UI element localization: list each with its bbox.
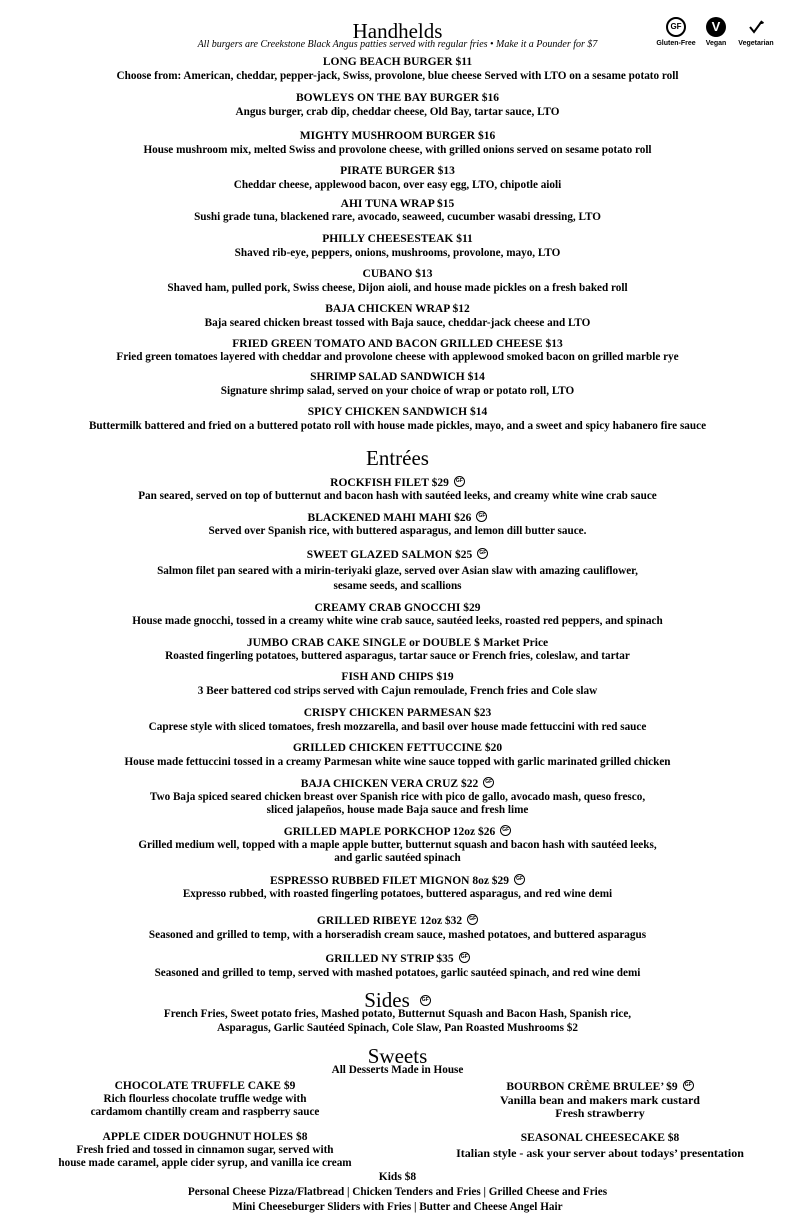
item-name: GRILLED NY STRIP $35 GF <box>0 952 795 966</box>
handhelds-subtitle: All burgers are Creekstone Black Angus patties served with regular fries • Make it a Pounder for $7 <box>197 39 598 50</box>
item-desc: Caprese style with sliced tomatoes, fresh mozzarella, and basil over house made fettuccini with red sauce <box>148 721 647 733</box>
item-name: FRIED GREEN TOMATO AND BACON GRILLED CHEESE $13 <box>232 338 563 350</box>
sweets-right-column <box>420 1080 780 1160</box>
item-desc: House made fettuccini tossed in a creamy Parmesan white wine sauce topped with garlic marinated grilled chicken <box>124 756 671 768</box>
sweets-subtitle: All Desserts Made in House <box>331 1064 464 1076</box>
item-desc: Vanilla bean and makers mark custard <box>500 1093 700 1107</box>
item-name: SWEET GLAZED SALMON $25 GF <box>0 548 795 562</box>
item-desc: Baja seared chicken breast tossed with Baja sauce, cheddar-jack cheese and LTO <box>204 317 591 329</box>
item-name: CRISPY CHICKEN PARMESAN $23 <box>303 707 492 719</box>
item-desc: Roasted fingerling potatoes, buttered asparagus, tartar sauce or French fries, coleslaw, and tartar <box>165 650 630 662</box>
section-title-sweets: Sweets <box>367 1044 428 1068</box>
kids-title: Kids $8 <box>378 1171 417 1183</box>
item-desc: Expresso rubbed, with roasted fingerling potatoes, buttered asparagus, and red wine demi <box>182 888 613 900</box>
item-name: MIGHTY MUSHROOM BURGER $16 <box>299 130 496 142</box>
vegan-icon: V <box>706 17 726 37</box>
sides-list-cont: Asparagus, Garlic Sautéed Spinach, Cole Slaw, Pan Roasted Mushrooms $2 <box>217 1022 578 1034</box>
gluten-free-icon: GF <box>420 995 431 1006</box>
gluten-free-icon: GF <box>476 511 487 522</box>
gluten-free-icon: GF <box>683 1080 694 1091</box>
item-desc: House mushroom mix, melted Swiss and provolone cheese, with grilled onions served on sesame potato roll <box>143 144 652 156</box>
item-name: ROCKFISH FILET $29 GF <box>0 476 795 490</box>
gluten-free-icon: GF <box>500 825 511 836</box>
section-title-handhelds: Handhelds <box>352 19 443 43</box>
item-name: GRILLED MAPLE PORKCHOP 12oz $26 GF <box>0 825 795 839</box>
gluten-free-icon: GF <box>666 17 686 37</box>
sweets-left-column <box>20 1080 390 1170</box>
item-desc: Choose from: American, cheddar, pepper-jack, Swiss, provolone, blue cheese Served with LTO on a sesame potato roll <box>116 70 679 82</box>
legend-vegetarian-label: Vegetarian <box>738 40 774 47</box>
item-name: PIRATE BURGER $13 <box>340 165 455 177</box>
item-desc: Buttermilk battered and fried on a buttered potato roll with house made pickles, mayo, and a sweet and spicy habanero fire sauce <box>88 420 707 432</box>
item-name: LONG BEACH BURGER $11 <box>322 56 473 68</box>
legend-gf-label: Gluten-Free <box>656 40 696 47</box>
item-name: BAJA CHICKEN WRAP $12 <box>325 303 470 315</box>
section-title-sides: Sides GF <box>0 988 795 1012</box>
item-desc-cont: sesame seeds, and scallions <box>333 580 462 592</box>
item-desc: Fresh fried and tossed in cinnamon sugar, served with <box>76 1144 334 1156</box>
item-name: BAJA CHICKEN VERA CRUZ $22 GF <box>0 777 795 791</box>
item-desc: Cheddar cheese, applewood bacon, over easy egg, LTO, chipotle aioli <box>233 179 562 191</box>
item-desc: House made gnocchi, tossed in a creamy white wine crab sauce, sautéed leeks, roasted red peppers, and spinach <box>132 615 663 627</box>
item-name: GRILLED RIBEYE 12oz $32 GF <box>0 914 795 928</box>
gluten-free-icon: GF <box>467 914 478 925</box>
item-desc-cont: Fresh strawberry <box>555 1106 645 1120</box>
item-desc-cont: and garlic sautéed spinach <box>334 852 461 864</box>
item-name: CUBANO $13 <box>362 268 433 280</box>
item-desc-cont: cardamom chantilly cream and raspberry sauce <box>90 1106 320 1118</box>
item-name: CHOCOLATE TRUFFLE CAKE $9 <box>114 1080 296 1092</box>
gluten-free-icon: GF <box>514 874 525 885</box>
item-name: PHILLY CHEESESTEAK $11 <box>322 233 473 245</box>
item-desc: Salmon filet pan seared with a mirin-teriyaki glaze, served over Asian slaw with amazing cauliflower, <box>157 565 638 577</box>
item-desc: Rich flourless chocolate truffle wedge with <box>103 1093 307 1105</box>
item-name: FISH AND CHIPS $19 <box>341 671 454 683</box>
item-desc: Shaved rib-eye, peppers, onions, mushrooms, provolone, mayo, LTO <box>234 247 561 259</box>
item-desc: Grilled medium well, topped with a maple apple butter, butternut squash and bacon hash with sautéed leeks, <box>138 839 657 851</box>
sides-list: French Fries, Sweet potato fries, Mashed potato, Butternut Squash and Bacon Hash, Spanish rice, <box>163 1008 632 1020</box>
item-name: JUMBO CRAB CAKE SINGLE or DOUBLE $ Market Price <box>246 637 549 649</box>
item-desc: Signature shrimp salad, served on your choice of wrap or potato roll, LTO <box>220 385 575 397</box>
item-name: SHRIMP SALAD SANDWICH $14 <box>310 371 485 383</box>
item-desc: Served over Spanish rice, with buttered asparagus, and lemon dill butter sauce. <box>208 525 587 537</box>
item-name: APPLE CIDER DOUGHNUT HOLES $8 <box>102 1131 308 1143</box>
gluten-free-icon: GF <box>483 777 494 788</box>
item-desc: Seasoned and grilled to temp, served with mashed potatoes, garlic sautéed spinach, and red wine demi <box>154 967 641 979</box>
item-name: BLACKENED MAHI MAHI $26 GF <box>0 511 795 525</box>
gluten-free-icon: GF <box>477 548 488 559</box>
item-name: SEASONAL CHEESECAKE $8 <box>520 1132 680 1144</box>
item-desc: Seasoned and grilled to temp, with a horseradish cream sauce, mashed potatoes, and buttered asparagus <box>148 929 647 941</box>
gluten-free-icon: GF <box>459 952 470 963</box>
item-desc-cont: house made caramel, apple cider syrup, and vanilla ice cream <box>58 1157 352 1169</box>
item-name: BOURBON CRÈME BRULEE’ $9 GF <box>420 1080 780 1094</box>
item-desc: Pan seared, served on top of butternut and bacon hash with sautéed leeks, and creamy white wine crab sauce <box>138 490 657 502</box>
item-name: GRILLED CHICKEN FETTUCCINE $20 <box>292 742 503 754</box>
item-desc: Shaved ham, pulled pork, Swiss cheese, Dijon aioli, and house made pickles on a fresh baked roll <box>167 282 628 294</box>
item-name: AHI TUNA WRAP $15 <box>340 198 455 210</box>
item-desc: Angus burger, crab dip, cheddar cheese, Old Bay, tartar sauce, LTO <box>235 106 560 118</box>
item-name: ESPRESSO RUBBED FILET MIGNON 8oz $29 GF <box>0 874 795 888</box>
item-desc: Sushi grade tuna, blackened rare, avocado, seaweed, cucumber wasabi dressing, LTO <box>194 211 601 223</box>
item-desc-cont: sliced jalapeños, house made Baja sauce and fresh lime <box>266 804 529 816</box>
item-name: SPICY CHICKEN SANDWICH $14 <box>307 406 488 418</box>
section-title-entrees: Entrées <box>366 446 429 470</box>
kids-list: Personal Cheese Pizza/Flatbread | Chicken Tenders and Fries | Grilled Cheese and Fries <box>187 1186 608 1198</box>
item-desc: Italian style - ask your server about todays’ presentation <box>456 1146 744 1160</box>
kids-list-cont: Mini Cheeseburger Sliders with Fries | Butter and Cheese Angel Hair <box>232 1201 563 1213</box>
item-name: CREAMY CRAB GNOCCHI $29 <box>314 602 481 614</box>
item-desc: Fried green tomatoes layered with cheddar and provolone cheese with applewood smoked bacon on grilled marble rye <box>116 351 679 363</box>
item-name: BOWLEYS ON THE BAY BURGER $16 <box>295 92 500 104</box>
gluten-free-icon: GF <box>454 476 465 487</box>
item-desc: Two Baja spiced seared chicken breast over Spanish rice with pico de gallo, avocado mash, queso fresco, <box>149 791 646 803</box>
legend-vegan-label: Vegan <box>705 40 727 47</box>
item-desc: 3 Beer battered cod strips served with Cajun remoulade, French fries and Cole slaw <box>197 685 598 697</box>
